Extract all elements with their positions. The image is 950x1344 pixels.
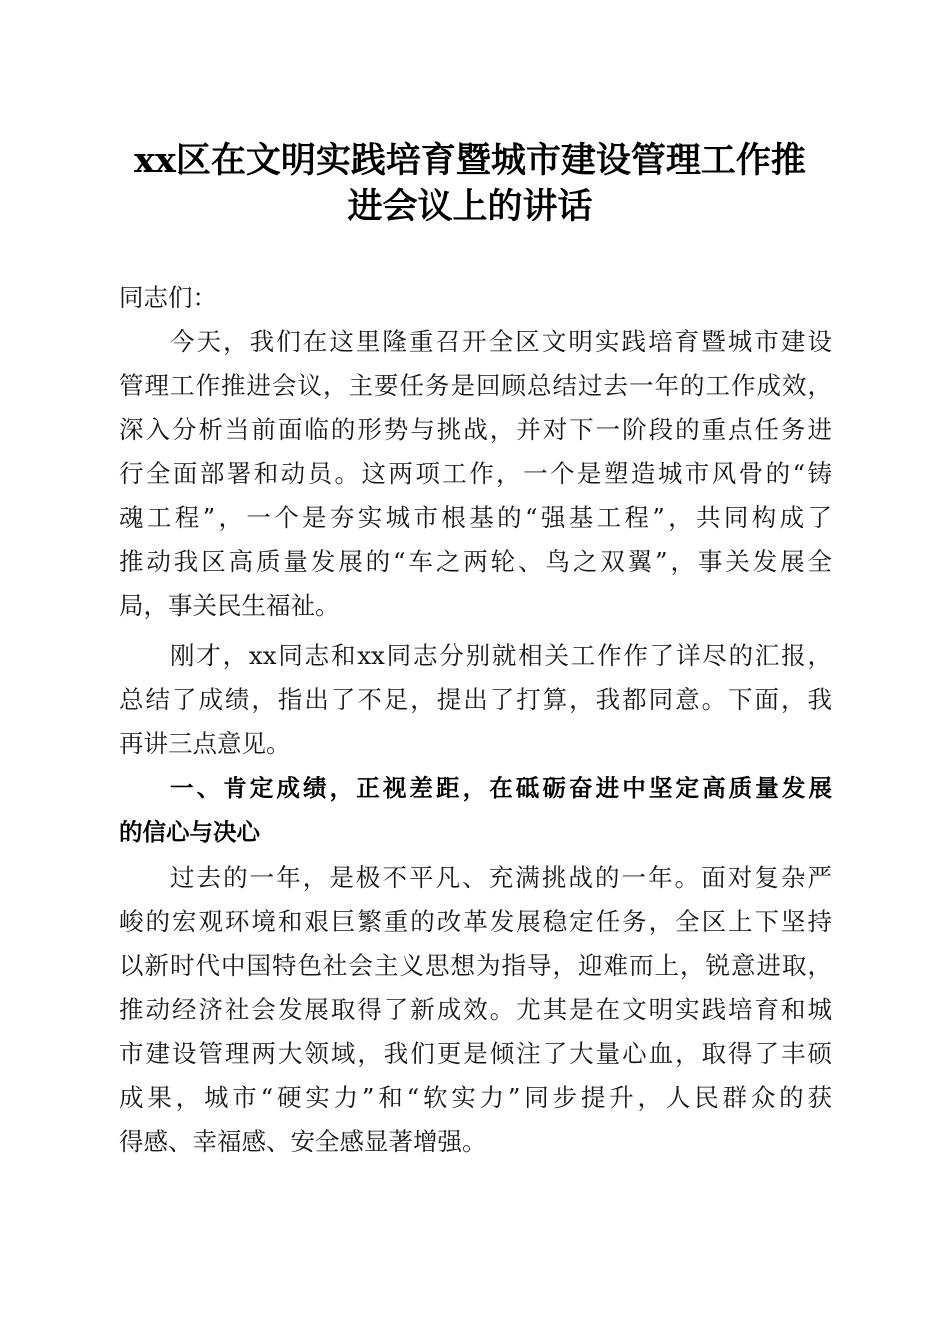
salutation: 同志们： <box>119 283 217 312</box>
paragraph-3-line-2: 峻的宏观环境和艰巨繁重的改革发展稳定任务，全区上下坚持 <box>119 907 832 936</box>
paragraph-3-line-5: 市建设管理两大领域，我们更是倾注了大量心血，取得了丰硕 <box>119 1039 832 1068</box>
paragraph-1-line-4: 行全面部署和动员。这两项工作，一个是塑造城市风骨的“铸 <box>119 459 832 488</box>
paragraph-3-line-1: 过去的一年，是极不平凡、充满挑战的一年。面对复杂严 <box>170 863 832 892</box>
paragraph-2-line-3: 再讲三点意见。 <box>119 729 291 758</box>
paragraph-3-line-6: 成果，城市“硬实力”和“软实力”同步提升，人民群众的获 <box>119 1083 832 1112</box>
section-heading-1-line-1: 一、肯定成绩，正视差距，在砥砺奋进中坚定高质量发展 <box>170 774 832 802</box>
paragraph-1-line-6: 推动我区高质量发展的“车之两轮、鸟之双翼”，事关发展全 <box>119 547 832 576</box>
paragraph-2-line-2: 总结了成绩，指出了不足，提出了打算，我都同意。下面，我 <box>119 685 832 714</box>
paragraph-3-line-7: 得感、幸福感、安全感显著增强。 <box>119 1127 487 1156</box>
paragraph-1-line-7: 局，事关民生福祉。 <box>119 591 340 620</box>
paragraph-1-line-2: 管理工作推进会议，主要任务是回顾总结过去一年的工作成效， <box>119 371 832 400</box>
paragraph-1-line-3: 深入分析当前面临的形势与挑战，并对下一阶段的重点任务进 <box>119 415 832 444</box>
paragraph-2-line-1: 刚才，xx同志和xx同志分别就相关工作作了详尽的汇报， <box>170 641 832 670</box>
section-heading-1-line-2: 的信心与决心 <box>119 818 260 846</box>
paragraph-3-line-4: 推动经济社会发展取得了新成效。尤其是在文明实践培育和城 <box>119 995 832 1024</box>
paragraph-3-line-3: 以新时代中国特色社会主义思想为指导，迎难而上，锐意进取， <box>119 951 832 980</box>
paragraph-1-line-5: 魂工程”，一个是夯实城市根基的“强基工程”，共同构成了 <box>119 503 832 532</box>
document-title-line-1: xx区在文明实践培育暨城市建设管理工作推 <box>134 140 806 181</box>
paragraph-1-line-1: 今天，我们在这里隆重召开全区文明实践培育暨城市建设 <box>170 327 832 356</box>
document-title-line-2: 进会议上的讲话 <box>347 186 593 227</box>
